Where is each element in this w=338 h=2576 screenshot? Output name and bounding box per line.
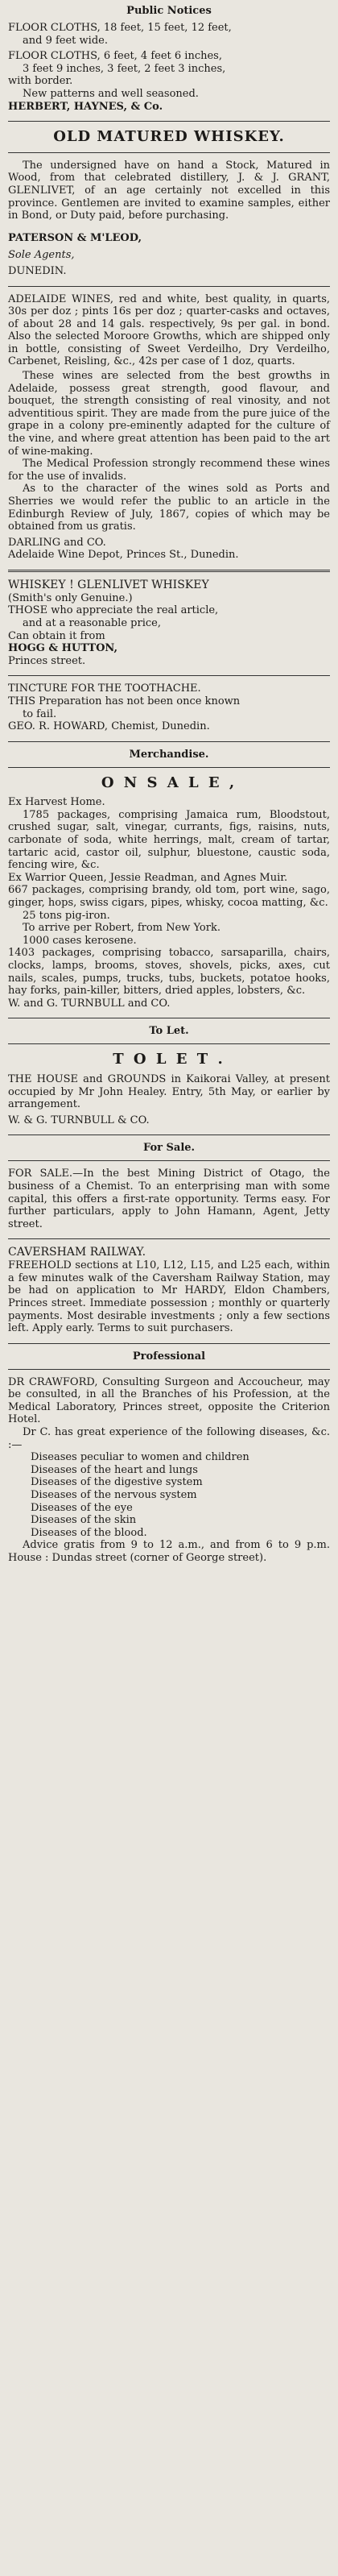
section-header-to-let: To Let. [149,1025,189,1038]
glenlivet-title: WHISKEY ! GLENLIVET WHISKEY [8,578,209,591]
section-header-professional: Professional [132,1350,206,1363]
caversham-para-1: FREEHOLD sections at L10, L12, L15, and L25 each, within a few minutes walk of the Caversham Railway Station, may be had on application to Mr HARDY, Eldon Chambers, Princes street. Immediate possession ; monthly or quarterly payments. Most desirable investments ; only a few sections left. Apply early. Terms to suit purchasers. [8,1259,330,1335]
whiskey-body: The undersigned have on hand a Stock, Matured in Wood, from that celebrated distillery, J. & J. GRANT, GLENLIVET, of an age certainly not excelled in this province. Gentlemen are invited to examine samples, either in Bond, or Duty paid, before purchasing. [8,159,330,222]
adelaide-para-2: These wines are selected from the best growths in Adelaide, possess great strength, good flavour, and bouquet, the strength consisting of real vinosity, and not adventitious spirit. They are made from the pure juice of the grape in a colony pre-eminently adapted for the culture of the vine, and where great attention has been paid to the art of wine-making. [8,370,330,458]
floor-line-1: FLOOR CLOTHS, 18 feet, 15 feet, 12 feet, [8,22,232,34]
tolet-signature: W. & G. TURNBULL & CO. [8,1114,150,1126]
disease-item: Diseases of the eye [31,1501,133,1514]
tincture-signature: GEO. R. HOWARD, Chemist, Dunedin. [8,720,210,733]
adelaide-para-1: ADELAIDE WINES, red and white, best quality, in quarts, 30s per doz ; pints 16s per doz ; quarter-casks and octaves, of about 28 and 14 gals. respectively, 9s per gal. in bond. Also the selected Moroore Growths, which are shipped only in bottle, consisting of Sweet Verdeilho, Dry Verdeilho, Carbenet, Reisling, &c., 42s per case of 1 doz, quarts. [8,292,330,368]
divider [8,570,330,572]
tolet-title: T O L E T . [113,1051,225,1068]
floor-line-3: FLOOR CLOTHS, 6 feet, 4 feet 6 inches, [8,50,222,63]
forsale-para-1: FOR SALE.—In the best Mining District of Otago, the business of a Chemist. To an enterprising man with some capital, this offers a first-rate opportunity. Terms easy. For further particulars, apply to John Hamann, Agent, Jetty street. [8,1168,330,1230]
section-header-merchandise: Merchandise. [129,748,209,761]
onsale-signature: W. and G. TURNBULL and CO. [8,997,171,1010]
floor-signature: HERBERT, HAYNES, & Co. [8,100,163,113]
crawford-para-3: Advice gratis from 9 to 12 a.m., and from 6 to 9 p.m. House : Dundas street (corner of George street). [8,1539,330,1564]
adelaide-depot: Adelaide Wine Depot, Princes St., Dunedin. [8,549,239,562]
glenlivet-subtitle: (Smith's only Genuine.) [8,591,133,604]
ad-tincture [8,682,330,732]
adelaide-para-4: As to the character of the wines sold as Ports and Sherries we would refer the public to an article in the Edinburgh Review of July, 1867, copies of which may be obtained from us gratis. [8,483,330,533]
divider [8,286,330,287]
glenlivet-line-3: Can obtain it from [8,629,105,642]
floor-line-2: and 9 feet wide. [23,34,108,47]
divider [8,1238,330,1239]
divider [8,675,330,676]
divider [8,741,330,742]
glenlivet-line-1: THOSE who appreciate the real article, [8,604,219,617]
tolet-para-1: THE HOUSE and GROUNDS in Kaikorai Valley, at present occupied by Mr John Healey. Entry, 5th May, or earlier by arrangement. [8,1072,330,1111]
caversham-title: CAVERSHAM RAILWAY. [8,1246,146,1259]
onsale-title: O N S A L E , [101,774,237,791]
onsale-from: Ex Harvest Home. [8,796,105,809]
crawford-para-1: DR CRAWFORD, Consulting Surgeon and Accoucheur, may be consulted, in all the Branches of his Profession, at the Medical Laboratory, Princes street, opposite the Criterion Hotel. [8,1375,330,1426]
section-header-for-sale: For Sale. [142,1142,196,1155]
onsale-para-1: 1785 packages, comprising Jamaica rum, Bloodstout, crushed sugar, salt, vinegar, currants, figs, raisins, nuts, carbonate of soda, white herrings, malt, cream of tartar, tartaric acid, castor oil, sulphur, bluestone, caustic soda, fencing wire, &c. [8,808,330,872]
divider [8,1343,330,1344]
disease-item: Diseases peculiar to women and children [31,1451,249,1464]
floor-line-4: 3 feet 9 inches, 3 feet, 2 feet 3 inches, [23,62,226,75]
disease-item: Diseases of the heart and lungs [31,1463,198,1476]
whiskey-headline: OLD MATURED WHISKEY. [53,128,285,146]
glenlivet-street: Princes street. [8,654,86,667]
onsale-para-6: 1000 cases kerosene. [23,934,137,947]
glenlivet-signature: HOGG & HUTTON, [8,642,118,655]
ad-for-sale-chemist [8,1168,330,1230]
divider [8,767,330,768]
tincture-line-1: THIS Preparation has not been once known [8,695,241,707]
disease-item: Diseases of the skin [31,1514,137,1527]
adelaide-signature: DARLING and CO. [8,536,106,549]
onsale-para-4: 25 tons pig-iron. [23,909,110,922]
floor-line-5: with border. [8,75,73,88]
tincture-line-2: to fail. [23,707,57,720]
floor-line-6: New patterns and well seasoned. [23,87,199,100]
divider [8,121,330,122]
divider [8,1043,330,1044]
ad-floor-cloths [8,22,330,113]
crawford-diseases-list [8,1451,330,1539]
whiskey-agents: Sole Agents, [8,249,75,262]
disease-item: Diseases of the digestive system [31,1476,203,1489]
onsale-para-7: 1403 packages, comprising tobacco, sarsaparilla, chairs, clocks, lamps, brooms, stoves, shovels, picks, axes, cut nails, scales, pumps, trucks, tubs, buckets, potatoe hooks, hay forks, pain-killer, bitters, dried apples, lobsters, &c. [8,947,330,998]
divider [8,152,330,153]
ad-caversham-railway [8,1246,330,1334]
disease-item: Diseases of the blood. [31,1526,147,1539]
divider [8,1369,330,1370]
whiskey-place: DUNEDIN. [8,264,67,277]
whiskey-signature: PATERSON & M'LEOD, [8,231,142,244]
ad-on-sale [8,774,330,1010]
ad-adelaide-wines [8,293,330,562]
tincture-title: TINCTURE FOR THE TOOTHACHE. [8,682,201,695]
adelaide-para-3: The Medical Profession strongly recommend these wines for the use of invalids. [8,458,330,483]
ad-to-let [8,1051,330,1126]
onsale-para-2: Ex Warrior Queen, Jessie Readman, and Agnes Muir. [8,871,288,884]
ad-glenlivet-whiskey [8,579,330,667]
ad-old-matured-whiskey [8,128,330,277]
crawford-para-2: Dr C. has great experience of the following diseases, &c. :— [8,1426,330,1451]
ad-dr-crawford [8,1376,330,1565]
glenlivet-line-2: and at a reasonable price, [23,616,161,629]
onsale-para-5: To arrive per Robert, from New York. [23,922,221,935]
disease-item: Diseases of the nervous system [31,1489,197,1502]
divider [8,1160,330,1161]
section-header-public-notices: Public Notices [126,5,212,17]
onsale-para-3: 667 packages, comprising brandy, old tom, port wine, sago, ginger, hops, swiss cigars, pipes, whisky, cocoa matting, &c. [8,884,330,910]
